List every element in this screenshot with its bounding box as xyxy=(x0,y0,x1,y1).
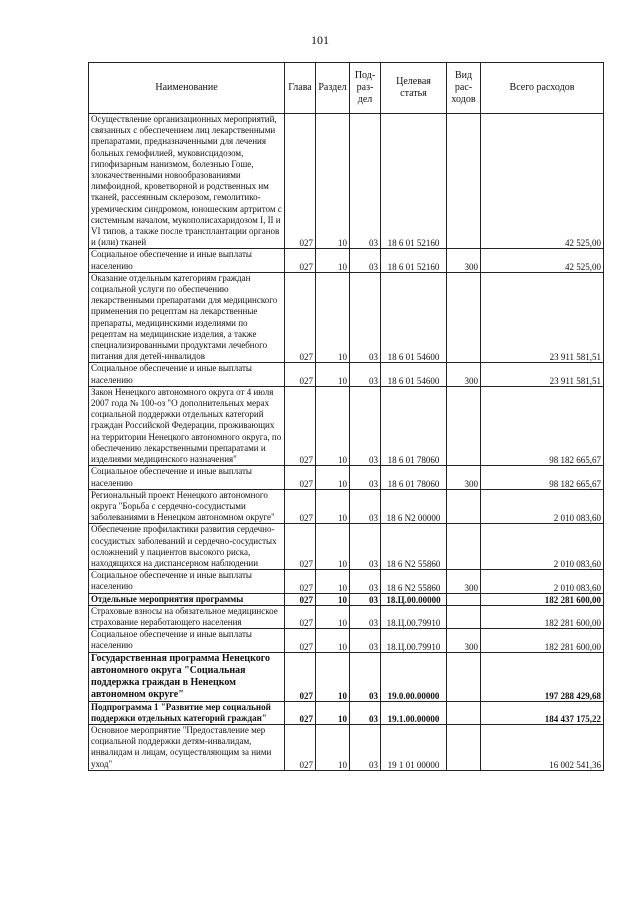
table-row xyxy=(89,489,604,524)
row-name: Закон Ненецкого автономного округа от 4 июля 2007 года № 100-оз "О дополнительных мерах социальной поддержки отдельных категорий граждан Российской Федерации, проживающих на территории Ненецкого автономного округа, по обеспечению лекарственными препаратами и изделиями медицинского назначения" xyxy=(89,386,285,465)
row-razdel: 10 xyxy=(316,249,350,272)
row-target: 19.1.00.00000 xyxy=(381,701,447,724)
row-name: Социальное обеспечение и иные выплаты населению xyxy=(89,466,285,489)
row-razdel: 10 xyxy=(316,652,350,701)
table-row xyxy=(89,466,604,489)
row-vid xyxy=(447,701,481,724)
row-glava: 027 xyxy=(285,724,316,770)
row-target: 18 6 01 54600 xyxy=(381,363,447,386)
row-target: 18.Ц.00.79910 xyxy=(381,605,447,628)
row-name: Обеспечение профилактики развития сердечно-сосудистых заболеваний и сердечно-сосудистых осложнений у пациентов высокого риска, находящихся на диспансерном наблюдении xyxy=(89,524,285,570)
row-podrazdel: 03 xyxy=(350,605,381,628)
row-total: 16 002 541,36 xyxy=(481,724,604,770)
row-razdel: 10 xyxy=(316,570,350,593)
row-razdel: 10 xyxy=(316,466,350,489)
table-row xyxy=(89,724,604,770)
row-target: 18.Ц.00.00000 xyxy=(381,593,447,605)
header-razdel: Раздел xyxy=(316,63,350,114)
row-vid xyxy=(447,652,481,701)
row-glava: 027 xyxy=(285,272,316,363)
table-row xyxy=(89,701,604,724)
row-glava: 027 xyxy=(285,489,316,524)
row-name: Социальное обеспечение и иные выплаты населению xyxy=(89,570,285,593)
row-target: 18 6 01 78060 xyxy=(381,386,447,465)
row-razdel: 10 xyxy=(316,114,350,249)
table-row xyxy=(89,249,604,272)
row-podrazdel: 03 xyxy=(350,386,381,465)
table-row xyxy=(89,363,604,386)
row-glava: 027 xyxy=(285,629,316,652)
row-podrazdel: 03 xyxy=(350,570,381,593)
row-name: Подпрограмма 1 "Развитие мер социальной поддержки отдельных категорий граждан" xyxy=(89,701,285,724)
row-glava: 027 xyxy=(285,524,316,570)
row-podrazdel: 03 xyxy=(350,363,381,386)
row-total: 182 281 600,00 xyxy=(481,605,604,628)
row-target: 18 6 01 52160 xyxy=(381,114,447,249)
row-vid xyxy=(447,114,481,249)
row-glava: 027 xyxy=(285,466,316,489)
row-vid xyxy=(447,272,481,363)
row-podrazdel: 03 xyxy=(350,524,381,570)
row-razdel: 10 xyxy=(316,605,350,628)
row-podrazdel: 03 xyxy=(350,593,381,605)
row-total: 23 911 581,51 xyxy=(481,363,604,386)
row-podrazdel: 03 xyxy=(350,652,381,701)
row-name: Основное мероприятие "Предоставление мер социальной поддержки детям-инвалидам, инвалидам и лицам, осуществляющим за ними уход" xyxy=(89,724,285,770)
row-name: Страховые взносы на обязательное медицинское страхование неработающего населения xyxy=(89,605,285,628)
row-target: 18 6 N2 55860 xyxy=(381,524,447,570)
row-total: 42 525,00 xyxy=(481,249,604,272)
row-name: Социальное обеспечение и иные выплаты населению xyxy=(89,363,285,386)
row-razdel: 10 xyxy=(316,272,350,363)
header-target: Целевая статья xyxy=(381,63,447,114)
row-glava: 027 xyxy=(285,593,316,605)
page-number: 101 xyxy=(311,33,329,47)
row-total: 184 437 175,22 xyxy=(481,701,604,724)
row-vid: 300 xyxy=(447,629,481,652)
row-vid xyxy=(447,524,481,570)
row-razdel: 10 xyxy=(316,524,350,570)
table-row xyxy=(89,114,604,249)
row-podrazdel: 03 xyxy=(350,701,381,724)
table-row xyxy=(89,272,604,363)
row-name: Региональный проект Ненецкого автономного округа "Борьба с сердечно-сосудистыми заболеваниями в Ненецком автономном округе" xyxy=(89,489,285,524)
table-row xyxy=(89,605,604,628)
row-razdel: 10 xyxy=(316,629,350,652)
row-total: 98 182 665,67 xyxy=(481,386,604,465)
table-row xyxy=(89,570,604,593)
row-vid xyxy=(447,605,481,628)
row-total: 42 525,00 xyxy=(481,114,604,249)
row-podrazdel: 03 xyxy=(350,489,381,524)
row-vid: 300 xyxy=(447,249,481,272)
row-name: Отдельные мероприятия программы xyxy=(89,593,285,605)
row-total: 182 281 600,00 xyxy=(481,629,604,652)
row-glava: 027 xyxy=(285,386,316,465)
row-total: 182 281 600,00 xyxy=(481,593,604,605)
row-name: Социальное обеспечение и иные выплаты населению xyxy=(89,629,285,652)
row-target: 18 6 N2 00000 xyxy=(381,489,447,524)
row-total: 2 010 083,60 xyxy=(481,570,604,593)
row-vid xyxy=(447,386,481,465)
table-row xyxy=(89,593,604,605)
row-total: 98 182 665,67 xyxy=(481,466,604,489)
row-target: 19 1 01 00000 xyxy=(381,724,447,770)
table-row xyxy=(89,386,604,465)
row-target: 19.0.00.00000 xyxy=(381,652,447,701)
row-glava: 027 xyxy=(285,570,316,593)
header-vid: Вид рас-ходов xyxy=(447,63,481,114)
row-podrazdel: 03 xyxy=(350,272,381,363)
row-razdel: 10 xyxy=(316,724,350,770)
row-vid xyxy=(447,489,481,524)
row-total: 2 010 083,60 xyxy=(481,489,604,524)
row-podrazdel: 03 xyxy=(350,466,381,489)
row-target: 18 6 01 54600 xyxy=(381,272,447,363)
header-total: Всего расходов xyxy=(481,63,604,114)
row-name: Государственная программа Ненецкого автономного округа "Социальная поддержка граждан в Ненецком автономном округе" xyxy=(89,652,285,701)
row-target: 18 6 01 52160 xyxy=(381,249,447,272)
table-row xyxy=(89,524,604,570)
row-name: Социальное обеспечение и иные выплаты населению xyxy=(89,249,285,272)
row-total: 2 010 083,60 xyxy=(481,524,604,570)
table-row xyxy=(89,629,604,652)
row-glava: 027 xyxy=(285,652,316,701)
row-razdel: 10 xyxy=(316,489,350,524)
table-header-row xyxy=(89,63,604,114)
budget-table xyxy=(88,62,604,771)
row-target: 18 6 01 78060 xyxy=(381,466,447,489)
row-total: 23 911 581,51 xyxy=(481,272,604,363)
row-podrazdel: 03 xyxy=(350,724,381,770)
row-razdel: 10 xyxy=(316,386,350,465)
row-glava: 027 xyxy=(285,605,316,628)
row-target: 18.Ц.00.79910 xyxy=(381,629,447,652)
header-name: Наименование xyxy=(89,63,285,114)
row-glava: 027 xyxy=(285,701,316,724)
row-name: Осуществление организационных мероприятий, связанных с обеспечением лиц лекарственными препаратами, предназначенными для лечения больных гемофилией, муковисцидозом, гипофизарным нанизмом, болезнью Гоше, злокачественными новообразованиями лимфоидной, кроветворной и родственных им тканей, рассеянным склерозом, гемолитико-уремическим синдромом, юношеским артритом с системным началом, мукополисахаридозом I, II и VI типов, а также после трансплантации органов и (или) тканей xyxy=(89,114,285,249)
row-glava: 027 xyxy=(285,249,316,272)
row-podrazdel: 03 xyxy=(350,629,381,652)
row-podrazdel: 03 xyxy=(350,249,381,272)
row-target: 18 6 N2 55860 xyxy=(381,570,447,593)
row-vid: 300 xyxy=(447,466,481,489)
header-glava: Глава xyxy=(285,63,316,114)
row-name: Оказание отдельным категориям граждан социальной услуги по обеспечению лекарственными препаратами для медицинского применения по рецептам на лекарственные препараты, медицинскими изделиями по рецептам на медицинские изделия, а также специализированными продуктами лечебного питания для детей-инвалидов xyxy=(89,272,285,363)
row-vid xyxy=(447,724,481,770)
row-razdel: 10 xyxy=(316,593,350,605)
header-podrazdel: Под-раз-дел xyxy=(350,63,381,114)
row-podrazdel: 03 xyxy=(350,114,381,249)
row-vid xyxy=(447,593,481,605)
row-razdel: 10 xyxy=(316,701,350,724)
row-razdel: 10 xyxy=(316,363,350,386)
row-total: 197 288 429,68 xyxy=(481,652,604,701)
row-vid: 300 xyxy=(447,570,481,593)
table-row xyxy=(89,652,604,701)
row-glava: 027 xyxy=(285,363,316,386)
row-vid: 300 xyxy=(447,363,481,386)
row-glava: 027 xyxy=(285,114,316,249)
